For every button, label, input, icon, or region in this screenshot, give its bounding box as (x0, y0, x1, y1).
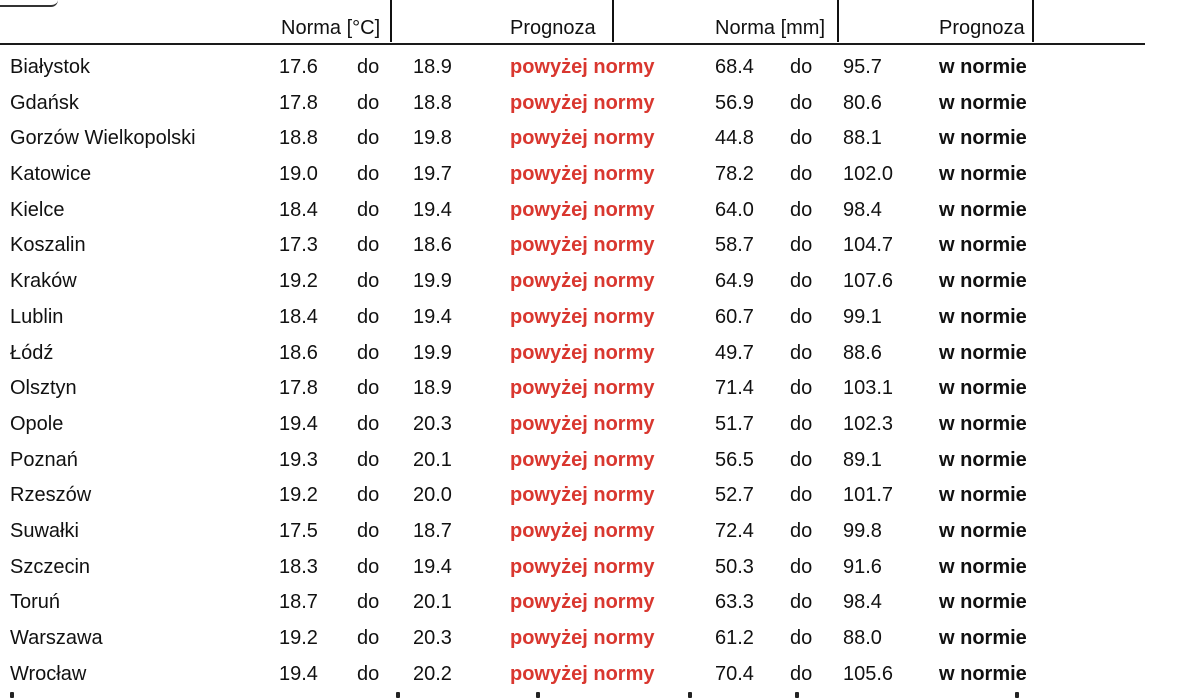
precip-forecast: w normie (939, 341, 1027, 364)
table-row (0, 584, 1200, 620)
temp-forecast: powyżej normy (510, 448, 655, 471)
temp-norm-min: 19.2 (279, 270, 318, 293)
precip-forecast: w normie (939, 591, 1027, 614)
table-row (0, 120, 1200, 156)
temp-range-separator: do (357, 662, 380, 685)
table-row (0, 656, 1200, 692)
temp-norm-min: 19.4 (279, 412, 318, 435)
precip-range-separator: do (790, 448, 813, 471)
table-row (0, 370, 1200, 406)
table-row (0, 549, 1200, 585)
header-temp-norm: Norma [°C] (281, 17, 381, 39)
temp-norm-max: 18.8 (413, 91, 452, 114)
precip-range-separator: do (790, 662, 813, 685)
precip-range-separator: do (790, 341, 813, 364)
temp-forecast: powyżej normy (510, 484, 655, 507)
temp-forecast: powyżej normy (510, 662, 655, 685)
temp-norm-min: 18.4 (279, 198, 318, 221)
precip-norm-max: 104.7 (843, 234, 894, 257)
city-name: Koszalin (10, 234, 86, 257)
precip-norm-min: 64.9 (715, 270, 754, 293)
precip-norm-min: 64.0 (715, 198, 754, 221)
header-bracket-fragment (612, 0, 614, 42)
table-row (0, 299, 1200, 335)
precip-norm-min: 72.4 (715, 519, 754, 542)
temp-norm-max: 19.4 (413, 555, 452, 578)
city-name: Wrocław (10, 662, 87, 685)
precip-norm-max: 89.1 (843, 448, 882, 471)
temp-norm-max: 18.6 (413, 234, 452, 257)
precip-norm-max: 99.8 (843, 519, 882, 542)
temp-range-separator: do (357, 591, 380, 614)
precip-forecast: w normie (939, 377, 1027, 400)
temp-norm-max: 19.4 (413, 305, 452, 328)
precip-forecast: w normie (939, 270, 1027, 293)
precip-forecast: w normie (939, 91, 1027, 114)
temp-norm-min: 19.2 (279, 627, 318, 649)
temp-range-separator: do (357, 270, 380, 293)
temp-range-separator: do (357, 56, 380, 78)
precip-range-separator: do (790, 305, 813, 328)
table-row (0, 477, 1200, 513)
bottom-edge-fragment (0, 692, 1200, 700)
precip-norm-min: 52.7 (715, 484, 754, 507)
city-name: Lublin (10, 305, 64, 328)
temp-norm-max: 19.4 (413, 198, 452, 221)
city-name: Łódź (10, 341, 54, 364)
temp-norm-min: 18.7 (279, 591, 318, 614)
temp-norm-min: 17.8 (279, 91, 318, 114)
precip-norm-max: 91.6 (843, 555, 882, 578)
header-precip-norm: Norma [mm] (715, 17, 825, 39)
precip-forecast: w normie (939, 555, 1027, 578)
temp-norm-max: 20.2 (413, 662, 452, 685)
temp-norm-max: 19.9 (413, 270, 452, 293)
precip-range-separator: do (790, 484, 813, 507)
precip-forecast: w normie (939, 662, 1027, 685)
temp-forecast: powyżej normy (510, 56, 655, 78)
temp-norm-min: 17.5 (279, 519, 318, 542)
precip-forecast: w normie (939, 234, 1027, 257)
temp-norm-min: 18.3 (279, 555, 318, 578)
temp-forecast: powyżej normy (510, 519, 655, 542)
precip-range-separator: do (790, 270, 813, 293)
precip-norm-min: 50.3 (715, 555, 754, 578)
temp-norm-max: 19.9 (413, 341, 452, 364)
precip-range-separator: do (790, 163, 813, 186)
precip-forecast: w normie (939, 412, 1027, 435)
table-row (0, 227, 1200, 263)
header-bracket-fragment (837, 0, 839, 42)
temp-forecast: powyżej normy (510, 555, 655, 578)
temp-forecast: powyżej normy (510, 305, 655, 328)
precip-norm-max: 105.6 (843, 662, 894, 685)
temp-range-separator: do (357, 448, 380, 471)
precip-forecast: w normie (939, 127, 1027, 150)
precip-norm-max: 80.6 (843, 91, 882, 114)
temp-norm-max: 18.9 (413, 377, 452, 400)
precip-norm-min: 71.4 (715, 377, 754, 400)
precip-range-separator: do (790, 555, 813, 578)
forecast-table-body (0, 49, 1200, 691)
temp-norm-max: 19.7 (413, 163, 452, 186)
temp-forecast: powyżej normy (510, 341, 655, 364)
temp-norm-min: 17.3 (279, 234, 318, 257)
precip-norm-min: 44.8 (715, 127, 754, 150)
temp-forecast: powyżej normy (510, 234, 655, 257)
precip-norm-max: 88.0 (843, 627, 882, 649)
precip-range-separator: do (790, 377, 813, 400)
table-row (0, 156, 1200, 192)
temp-norm-min: 19.0 (279, 163, 318, 186)
table-row (0, 49, 1200, 85)
city-name: Szczecin (10, 555, 91, 578)
temp-range-separator: do (357, 163, 380, 186)
temp-norm-min: 18.8 (279, 127, 318, 150)
precip-norm-min: 60.7 (715, 305, 754, 328)
header-divider (0, 43, 1145, 45)
header-temp-forecast: Prognoza (510, 17, 596, 39)
city-name: Białystok (10, 56, 91, 78)
precip-range-separator: do (790, 627, 813, 649)
temp-norm-min: 17.8 (279, 377, 318, 400)
temp-norm-min: 18.6 (279, 341, 318, 364)
precip-norm-max: 102.3 (843, 412, 894, 435)
precip-range-separator: do (790, 519, 813, 542)
header-bracket-fragment (1032, 0, 1034, 42)
temp-forecast: powyżej normy (510, 377, 655, 400)
temp-forecast: powyżej normy (510, 127, 655, 150)
temp-range-separator: do (357, 91, 380, 114)
table-row (0, 192, 1200, 228)
precip-norm-min: 68.4 (715, 56, 754, 78)
header-precip-forecast: Prognoza (939, 17, 1025, 39)
precip-norm-min: 51.7 (715, 412, 754, 435)
precip-forecast: w normie (939, 484, 1027, 507)
precip-norm-min: 70.4 (715, 662, 754, 685)
temp-range-separator: do (357, 555, 380, 578)
table-header (0, 0, 1200, 44)
table-row (0, 442, 1200, 478)
precip-norm-max: 101.7 (843, 484, 894, 507)
precip-norm-max: 88.1 (843, 127, 882, 150)
precip-range-separator: do (790, 412, 813, 435)
temp-forecast: powyżej normy (510, 627, 655, 649)
precip-range-separator: do (790, 198, 813, 221)
precip-range-separator: do (790, 91, 813, 114)
temp-norm-min: 18.4 (279, 305, 318, 328)
temp-norm-max: 20.3 (413, 627, 452, 649)
city-name: Gorzów Wielkopolski (10, 127, 196, 150)
temp-forecast: powyżej normy (510, 412, 655, 435)
table-row (0, 263, 1200, 299)
precip-norm-min: 56.9 (715, 91, 754, 114)
precip-norm-min: 58.7 (715, 234, 754, 257)
city-name: Suwałki (10, 519, 79, 542)
table-row (0, 335, 1200, 371)
temp-forecast: powyżej normy (510, 91, 655, 114)
temp-range-separator: do (357, 519, 380, 542)
city-name: Toruń (10, 591, 61, 614)
temp-norm-min: 19.4 (279, 662, 318, 685)
temp-norm-max: 18.7 (413, 519, 452, 542)
precip-forecast: w normie (939, 448, 1027, 471)
temp-forecast: powyżej normy (510, 198, 655, 221)
temp-range-separator: do (357, 341, 380, 364)
precip-range-separator: do (790, 234, 813, 257)
temp-range-separator: do (357, 484, 380, 507)
temp-norm-max: 20.1 (413, 591, 452, 614)
temp-range-separator: do (357, 127, 380, 150)
precip-range-separator: do (790, 127, 813, 150)
temp-norm-max: 20.0 (413, 484, 452, 507)
precip-norm-min: 56.5 (715, 448, 754, 471)
table-row (0, 620, 1200, 656)
precip-norm-min: 78.2 (715, 163, 754, 186)
city-name: Rzeszów (10, 484, 92, 507)
temp-range-separator: do (357, 412, 380, 435)
precip-forecast: w normie (939, 163, 1027, 186)
precip-norm-max: 98.4 (843, 591, 882, 614)
precip-range-separator: do (790, 591, 813, 614)
temp-range-separator: do (357, 234, 380, 257)
temp-norm-min: 19.2 (279, 484, 318, 507)
city-name: Opole (10, 412, 64, 435)
precip-norm-max: 88.6 (843, 341, 882, 364)
precip-norm-max: 102.0 (843, 163, 894, 186)
table-row (0, 513, 1200, 549)
temp-forecast: powyżej normy (510, 591, 655, 614)
precip-norm-max: 99.1 (843, 305, 882, 328)
city-name: Kielce (10, 198, 65, 221)
temp-norm-max: 20.3 (413, 412, 452, 435)
precip-norm-min: 61.2 (715, 627, 754, 649)
precip-norm-min: 49.7 (715, 341, 754, 364)
temp-forecast: powyżej normy (510, 270, 655, 293)
temp-range-separator: do (357, 627, 380, 649)
precip-forecast: w normie (939, 56, 1027, 78)
city-name: Gdańsk (10, 91, 79, 114)
precip-forecast: w normie (939, 198, 1027, 221)
precip-norm-max: 107.6 (843, 270, 894, 293)
temp-range-separator: do (357, 305, 380, 328)
precip-forecast: w normie (939, 519, 1027, 542)
precip-norm-max: 103.1 (843, 377, 894, 400)
temp-norm-min: 19.3 (279, 448, 318, 471)
precip-norm-max: 95.7 (843, 56, 882, 78)
city-name: Poznań (10, 448, 78, 471)
city-name: Warszawa (10, 627, 103, 649)
temp-norm-max: 18.9 (413, 56, 452, 78)
temp-norm-min: 17.6 (279, 56, 318, 78)
precip-forecast: w normie (939, 627, 1027, 649)
precip-norm-max: 98.4 (843, 198, 882, 221)
header-bracket-fragment (390, 0, 392, 42)
city-name: Olsztyn (10, 377, 77, 400)
precip-norm-min: 63.3 (715, 591, 754, 614)
precip-range-separator: do (790, 56, 813, 78)
table-row (0, 85, 1200, 121)
temp-norm-max: 20.1 (413, 448, 452, 471)
precip-forecast: w normie (939, 305, 1027, 328)
temp-norm-max: 19.8 (413, 127, 452, 150)
table-row (0, 406, 1200, 442)
city-name: Katowice (10, 163, 92, 186)
temp-forecast: powyżej normy (510, 163, 655, 186)
temp-range-separator: do (357, 198, 380, 221)
city-name: Kraków (10, 270, 77, 293)
temp-range-separator: do (357, 377, 380, 400)
